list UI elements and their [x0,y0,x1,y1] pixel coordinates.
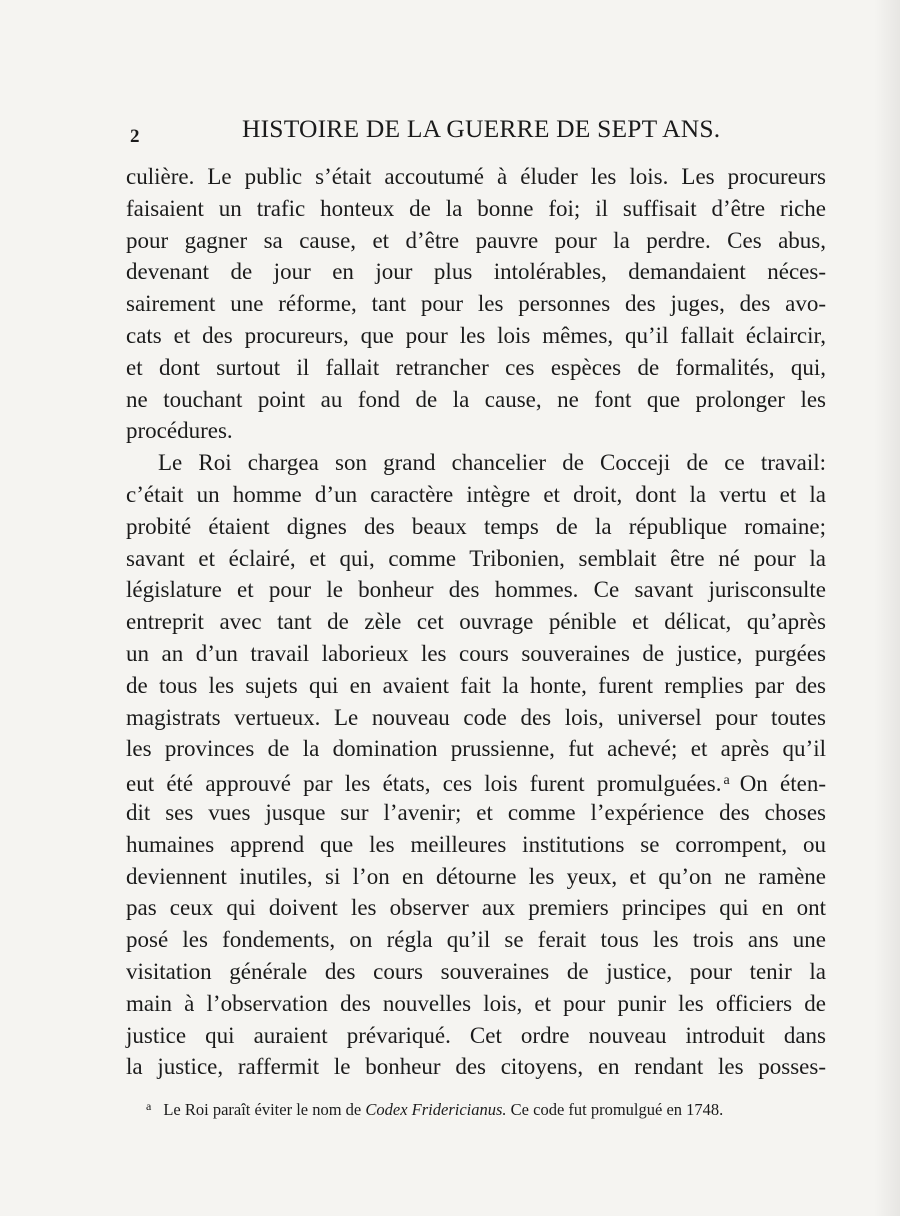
footnote-italic-title: Codex Fridericianus. [365,1100,507,1119]
page-number: 2 [130,126,140,147]
text-line: culière. Le public s’était accoutumé à éluder les lois. Les procureurs [126,164,826,189]
text-line: savant et éclairé, et qui, comme Tribonien, semblait être né pour la [126,545,826,571]
running-head [130,112,830,152]
text-line: c’était un homme d’un caractère intègre et droit, dont la vertu et la [126,481,826,507]
text-line: faisaient un trafic honteux de la bonne foi; il suffisait d’être riche [126,195,826,221]
text-line: sairement une réforme, tant pour les personnes des juges, des avo- [126,291,826,317]
running-title: HISTOIRE DE LA GUERRE DE SEPT ANS. [242,114,721,143]
text-line: et dont surtout il fallait retrancher ces espèces de formalités, qui, [126,354,826,380]
text-line: un an d’un travail laborieux les cours souveraines de justice, purgées [126,640,826,666]
text-line: devenant de jour en jour plus intolérables, demandaient néces- [126,259,826,285]
footnote-marker: a [146,1099,152,1113]
text-line: entreprit avec tant de zèle cet ouvrage pénible et délicat, qu’après [126,609,826,635]
text-line: magistrats vertueux. Le nouveau code des lois, universel pour toutes [126,704,826,730]
text-line: cats et des procureurs, que pour les lois mêmes, qu’il fallait éclaircir, [126,322,826,348]
text-line: de tous les sujets qui en avaient fait la honte, furent remplies par des [126,672,826,698]
text-line: procédures. [126,418,233,444]
body-text [126,161,826,1083]
text-line: dit ses vues jusque sur l’avenir; et comme l’expérience des choses [126,799,826,825]
text-line: justice qui auraient prévariqué. Cet ordre nouveau introduit dans [126,1022,826,1048]
text-line: posé les fondements, on régla qu’il se ferait tous les trois ans une [126,927,826,953]
text-segment: On éten- [739,771,826,797]
text-line: la justice, raffermit le bonheur des citoyens, en rendant les posses- [126,1054,826,1080]
footnote-reference: a [723,773,730,789]
text-line: main à l’observation des nouvelles lois, et pour punir les officiers de [126,990,826,1016]
text-line: ne touchant point au fond de la cause, ne font que prolonger les [126,386,826,412]
text-line: pour gagner sa cause, et d’être pauvre pour la perdre. Ces abus, [126,227,826,253]
paragraph-first-line: Le Roi chargea son grand chancelier de Cocceji de ce travail: [158,450,826,476]
footnote-text: Ce code fut promulgué en 1748. [510,1100,724,1119]
footnote-text: Le Roi paraît éviter le nom de [163,1100,362,1119]
text-line: pas ceux qui doivent les observer aux premiers principes qui en ont [126,895,826,921]
text-line: visitation générale des cours souveraines de justice, pour tenir la [126,958,826,984]
text-line: les provinces de la domination prussienne, fut achevé; et après qu’il [126,736,826,762]
footnote [146,1094,806,1122]
text-line: deviennent inutiles, si l’on en détourne les yeux, et qu’on ne ramène [126,863,826,889]
text-line: probité étaient dignes des beaux temps de la république romaine; [126,513,826,539]
text-line: législature et pour le bonheur des hommes. Ce savant jurisconsulte [126,577,826,603]
text-line-with-note [126,765,826,797]
text-segment: eut été approuvé par les états, ces lois furent promulguées. [126,771,722,797]
text-line: humaines apprend que les meilleures institutions se corrompent, ou [126,831,826,857]
page-edge-shadow [874,0,900,1216]
